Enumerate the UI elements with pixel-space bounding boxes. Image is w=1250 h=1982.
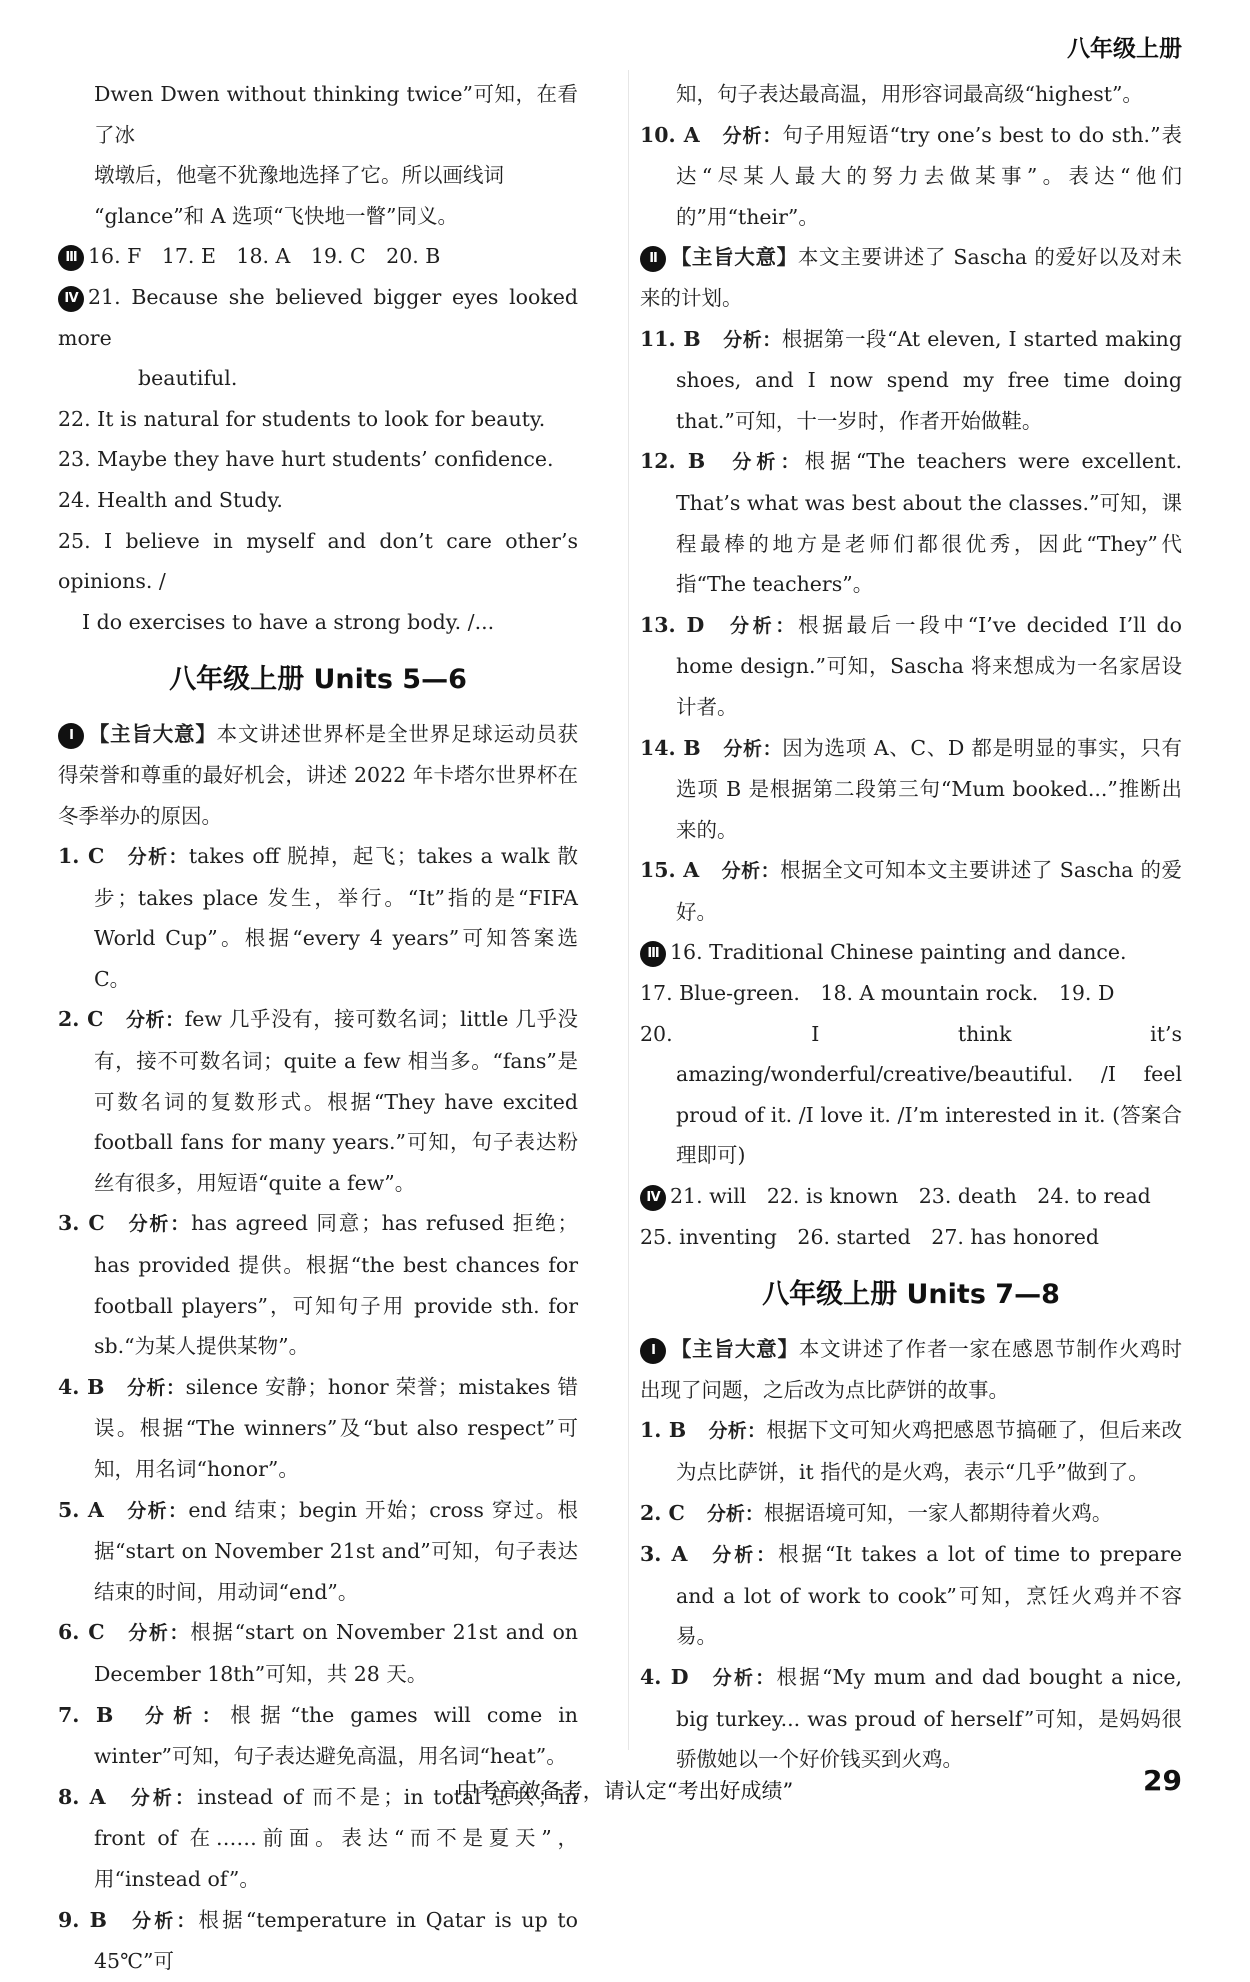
book-section-label: 八年级上册 bbox=[1067, 36, 1182, 62]
summary-units-5-6: Ⅰ 【主旨大意】本文讲述世界杯是全世界足球运动员获得荣誉和尊重的最好机会，讲述 2022 年卡塔尔世界杯在冬季举办的原因。 bbox=[58, 722, 579, 828]
answer-item: 1. C 分析：takes off 脱掉，起飞；takes a walk 散步；takes place 发生，举行。“It”指的是“FIFA World Cup”。根据“every 4 years”可知答案选 C。 bbox=[58, 844, 578, 991]
answer-item: 11. B 分析：根据第一段“At eleven, I started making shoes, and I now spend my free time doing that.”可知，十一岁时，作者开始做鞋。 bbox=[640, 326, 1182, 433]
column-divider bbox=[628, 70, 629, 1750]
answer-item: 4. B 分析：silence 安静；honor 荣誉；mistakes 错误。根据“The winners”及“but also respect”可知，用名词“honor”。 bbox=[58, 1374, 578, 1481]
q25: 25. I believe in myself and don’t care other’s opinions. / bbox=[58, 528, 578, 594]
answer-item: 5. A 分析：end 结束；begin 开始；cross 穿过。根据“start on November 21st and”可知，句子表达结束的时间，用动词“end”。 bbox=[58, 1497, 578, 1604]
q20: 20. I think it’s amazing/wonderful/creative/beautiful. /I feel proud of it. /I love it. /I’m interested in it. (答案合理即可) bbox=[640, 1021, 1182, 1168]
section-3-badge: Ⅲ bbox=[58, 245, 84, 271]
q17-19: 17. Blue-green. 18. A mountain rock. 19. D bbox=[640, 981, 1115, 1006]
q21-line: Ⅳ 21. Because she believed bigger eyes looked more bbox=[58, 284, 578, 350]
left-column bbox=[58, 74, 578, 1982]
footer-slogan: 中考高效备考，请认定“考出好成绩” bbox=[456, 1779, 794, 1803]
section-3-badge: Ⅲ bbox=[640, 941, 666, 967]
summary-units-7-8: Ⅰ 【主旨大意】本文讲述了作者一家在感恩节制作火鸡时出现了问题，之后改为点比萨饼的故事。 bbox=[640, 1337, 1183, 1402]
answer-item: 9. B 分析：根据“temperature in Qatar is up to 45℃”可 bbox=[58, 1907, 578, 1974]
section-4-badge: Ⅳ bbox=[640, 1185, 666, 1211]
intro-line: “glance”和 A 选项“飞快地一瞥”同义。 bbox=[94, 203, 458, 228]
q21-cont: beautiful. bbox=[138, 366, 238, 391]
answer-item: 14. B 分析：因为选项 A、C、D 都是明显的事实，只有选项 B 是根据第二段第三句“Mum booked...”推断出来的。 bbox=[640, 735, 1182, 842]
item-9-cont: 知，句子表达最高温，用形容词最高级“highest”。 bbox=[676, 82, 1143, 106]
summary-label: 【主旨大意】 bbox=[670, 1337, 799, 1362]
answer-item: 10. A 分析：句子用短语“try one’s best to do sth.”表达“尽某人最大的努力去做某事”。表达“他们的”用“their”。 bbox=[640, 122, 1182, 229]
answer-item: 3. A 分析：根据“It takes a lot of time to prepare and a lot of work to cook”可知，烹饪火鸡并不容易。 bbox=[640, 1542, 1182, 1649]
answer-item: 1. B 分析：根据下文可知火鸡把感恩节搞砸了，但后来改为点比萨饼，it 指代的是火鸡，表示“几乎”做到了。 bbox=[640, 1418, 1182, 1484]
answer-item: 15. A 分析：根据全文可知本文主要讲述了 Sascha 的爱好。 bbox=[640, 858, 1182, 924]
answer-item: 13. D 分析：根据最后一段中“I’ve decided I’ll do home design.”可知，Sascha 将来想成为一名家居设计者。 bbox=[640, 612, 1182, 719]
answer-item: 12. B 分析：根据“The teachers were excellent. That’s what was best about the classes.”可知，课程最棒的地方是老师们都很优秀，因此“They”代指“The teachers”。 bbox=[640, 449, 1182, 597]
page-number: 29 bbox=[1143, 1764, 1182, 1797]
section-title-units-5-6: 八年级上册 Units 5—6 bbox=[169, 664, 467, 696]
intro-line: Dwen Dwen without thinking twice”可知，在看了冰 bbox=[94, 82, 578, 147]
q22: 22. It is natural for students to look for beauty. bbox=[58, 406, 546, 431]
answer-item: 8. A 分析：instead of 而不是；in total 总共；in front of 在……前面。表达“而不是夏天”，用“instead of”。 bbox=[58, 1784, 578, 1891]
summary-label: 【主旨大意】 bbox=[670, 245, 798, 270]
summary-label: 【主旨大意】 bbox=[88, 722, 217, 747]
answer-item: 3. C 分析：has agreed 同意；has refused 拒绝；has provided 提供。根据“the best chances for football players”，可知句子用 provide sth. for sb.“为某人提供某物”。 bbox=[58, 1211, 578, 1359]
answer-item: 6. C 分析：根据“start on November 21st and on December 18th”可知，共 28 天。 bbox=[58, 1620, 578, 1686]
section-4-badge: Ⅳ bbox=[58, 286, 84, 312]
intro-line: 墩墩后，他毫不犹豫地选择了它。所以画线词 bbox=[94, 163, 504, 188]
answer-item: 2. C 分析：根据语境可知，一家人都期待着火鸡。 bbox=[640, 1500, 1113, 1525]
right-column bbox=[640, 74, 1182, 1780]
section-title-units-7-8: 八年级上册 Units 7—8 bbox=[762, 1279, 1060, 1311]
q21-24: Ⅳ 21. will 22. is known 23. death 24. to read bbox=[640, 1176, 1182, 1217]
answer-item: 2. C 分析：few 几乎没有，接可数名词；little 几乎没有，接不可数名词；quite a few 相当多。“fans”是可数名词的复数形式。根据“They have excited football fans for many years.”可知，句子表达粉丝有很多，用短语“quite a few”。 bbox=[58, 1007, 579, 1195]
q23: 23. Maybe they have hurt students’ confidence. bbox=[58, 447, 554, 472]
answer-item: 4. D 分析：根据“My mum and dad bought a nice, big turkey... was proud of herself”可知，是妈妈很骄傲她以一个好价钱买到火鸡。 bbox=[640, 1664, 1182, 1772]
q25-cont: I do exercises to have a strong body. /... bbox=[82, 609, 495, 634]
answer-item: 7. B 分析：根据“the games will come in winter”可知，句子表达避免高温，用名词“heat”。 bbox=[58, 1702, 578, 1769]
summary-section-2: Ⅱ 【主旨大意】本文主要讲述了 Sascha 的爱好以及对未来的计划。 bbox=[640, 245, 1182, 310]
section-1-badge: Ⅰ bbox=[640, 1338, 666, 1364]
section-3-answers: Ⅲ 16. F 17. E 18. A 19. C 20. B bbox=[58, 236, 578, 277]
q24: 24. Health and Study. bbox=[58, 487, 283, 512]
q25-27: 25. inventing 26. started 27. has honored bbox=[640, 1224, 1100, 1249]
section-1-badge: Ⅰ bbox=[58, 723, 84, 749]
section-2-badge: Ⅱ bbox=[640, 246, 666, 272]
q16: Ⅲ 16. Traditional Chinese painting and dance. bbox=[640, 932, 1182, 973]
